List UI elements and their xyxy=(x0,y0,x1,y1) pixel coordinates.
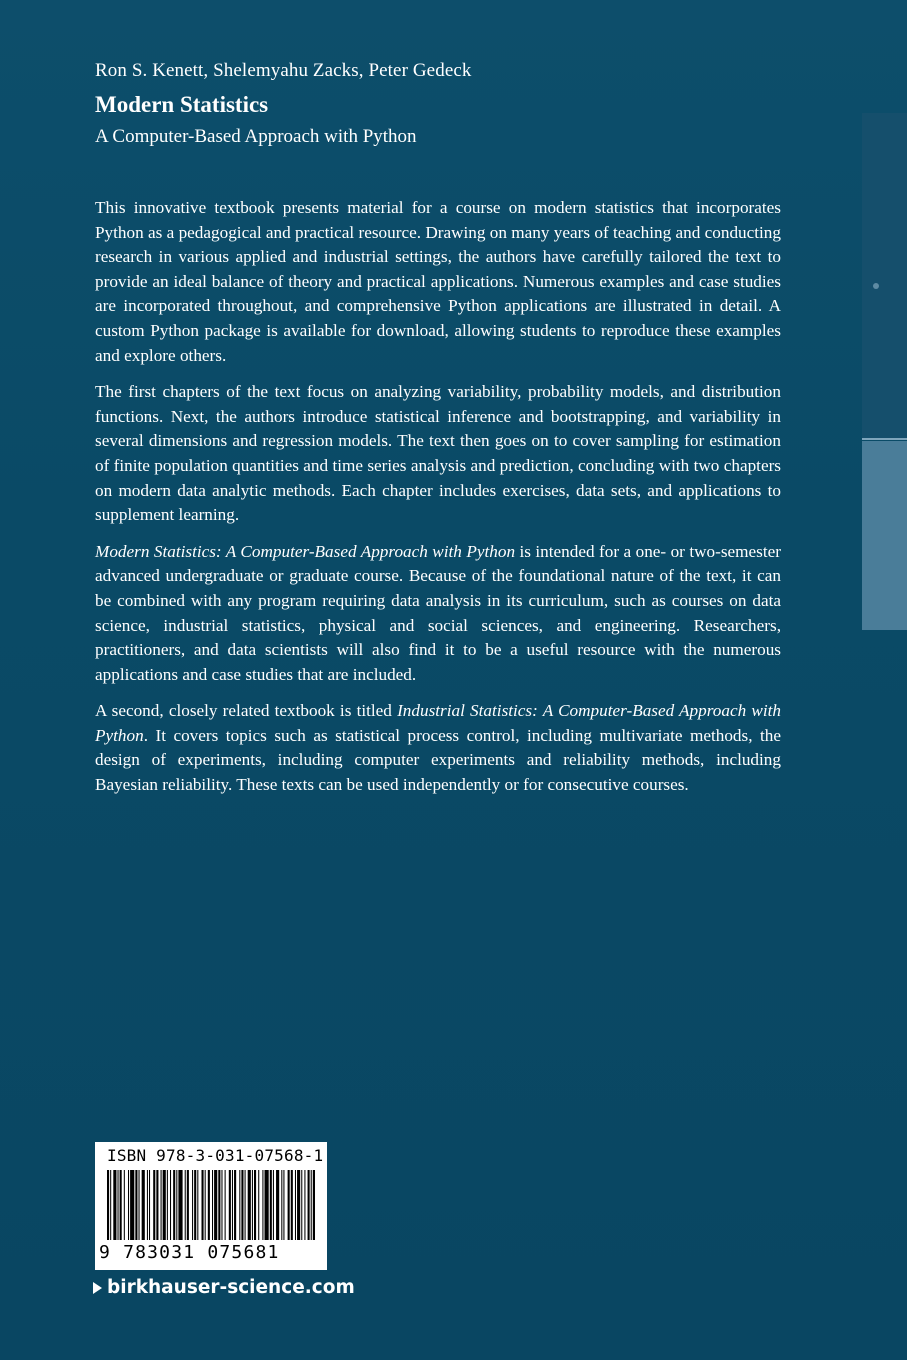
barcode-digits: 9 783031 075681 xyxy=(99,1242,280,1263)
barcode-bar xyxy=(254,1170,256,1240)
book-subtitle: A Computer-Based Approach with Python xyxy=(95,126,417,147)
barcode-bar xyxy=(281,1170,282,1240)
barcode-bar xyxy=(178,1170,182,1240)
barcode-bar xyxy=(192,1170,193,1240)
isbn-label: ISBN 978-3-031-07568-1 xyxy=(107,1146,324,1165)
barcode-bar xyxy=(153,1170,155,1240)
isbn-barcode xyxy=(95,1142,327,1270)
side-decoration-divider xyxy=(862,438,907,440)
barcode-bar xyxy=(234,1170,236,1240)
book-title: Modern Statistics xyxy=(95,92,269,117)
barcode-bar xyxy=(245,1170,246,1240)
barcode-bar xyxy=(176,1170,177,1240)
side-decoration-band-top xyxy=(862,113,907,439)
barcode-bar xyxy=(212,1170,213,1240)
barcode-bar xyxy=(252,1170,253,1240)
barcode-bar xyxy=(313,1170,315,1240)
blurb-paragraph-4-text: . It covers topics such as statistical process control, including multivariate methods, the design of experiments, including computer experiments and reliability methods, including Bayesian reliability. These texts can be used independently or for consecutive courses. xyxy=(95,725,781,795)
side-decoration-band-bottom xyxy=(862,441,907,630)
barcode-bar xyxy=(205,1170,206,1240)
side-decoration-dot xyxy=(873,283,879,289)
barcode-bar xyxy=(221,1170,222,1240)
barcode-bar xyxy=(214,1170,217,1240)
barcode-bar xyxy=(229,1170,231,1240)
website-text: birkhauser-science.com xyxy=(107,1277,355,1298)
barcode-bar xyxy=(202,1170,204,1240)
barcode-bar xyxy=(232,1170,233,1240)
barcode-bar xyxy=(135,1170,137,1240)
barcode-bar xyxy=(218,1170,220,1240)
blurb-paragraph-3-text: is intended for a one- or two-semester advanced undergraduate or graduate course. Because of the foundational nature of the text, it can be combined with any program requiring data analysis in its curriculum, such as courses on data science, industrial statistics, physical and social sciences, and engineering. Researchers, practitioners, and data scientists will also find it to be a useful resource with the numerous applications and case studies that are included. xyxy=(95,541,781,684)
barcode-bar xyxy=(295,1170,296,1240)
barcode-bar xyxy=(147,1170,148,1240)
barcode-bar xyxy=(130,1170,134,1240)
barcode-bar xyxy=(161,1170,162,1240)
barcode-bar xyxy=(110,1170,111,1240)
barcode-bar xyxy=(149,1170,150,1240)
blurb xyxy=(95,196,781,810)
barcode-bar xyxy=(167,1170,168,1240)
barcode-bar xyxy=(173,1170,175,1240)
barcode-bar xyxy=(304,1170,305,1240)
authors: Ron S. Kenett, Shelemyahu Zacks, Peter Gedeck xyxy=(95,60,472,81)
publisher-website[interactable] xyxy=(93,1277,355,1298)
barcode-bar xyxy=(118,1170,119,1240)
blurb-paragraph-4-start: A second, closely related textbook is titled xyxy=(95,701,398,721)
barcode-bar xyxy=(208,1170,210,1240)
barcode-bar xyxy=(113,1170,116,1240)
barcode-bar xyxy=(262,1170,263,1240)
barcode-bar xyxy=(265,1170,269,1240)
barcode-bar xyxy=(311,1170,312,1240)
barcode-bar xyxy=(273,1170,274,1240)
barcode-bar xyxy=(301,1170,302,1240)
barcode-bar xyxy=(142,1170,145,1240)
barcode-bar xyxy=(185,1170,186,1240)
barcode-bar xyxy=(241,1170,243,1240)
barcode-bar xyxy=(120,1170,122,1240)
barcode-bar xyxy=(288,1170,290,1240)
barcode-bar xyxy=(139,1170,140,1240)
barcode-bar xyxy=(170,1170,171,1240)
blurb-paragraph-2: The first chapters of the text focus on analyzing variability, probability models, and distribution functions. Next, the authors introduce statistical inference and bootstrapping, and variability in several dimensions and regression models. The text then goes on to cover sampling for estimation of finite population quantities and time series analysis and prediction, concluding with two chapters on modern data analytic methods. Each chapter includes exercises, data sets, and applications to supplement learning. xyxy=(95,382,781,525)
barcode-bar xyxy=(225,1170,226,1240)
barcode-bar xyxy=(239,1170,240,1240)
arrow-right-icon xyxy=(93,1282,102,1294)
blurb-paragraph-3 xyxy=(95,540,781,688)
barcode-bar xyxy=(308,1170,310,1240)
barcode-bar xyxy=(248,1170,251,1240)
barcode-bar xyxy=(187,1170,189,1240)
barcode-bar xyxy=(194,1170,196,1240)
blurb-paragraph-4 xyxy=(95,699,781,797)
barcode-bar xyxy=(276,1170,279,1240)
blurb-paragraph-1: This innovative textbook presents material for a course on modern statistics that incorporates Python as a pedagogical and practical resource. Drawing on many years of teaching and conducting research in various applied and industrial settings, the authors have carefully tailored the text to provide an ideal balance of theory and practical applications. Numerous examples and case studies are incorporated throughout, and comprehensive Python applications are illustrated in detail. A custom Python package is available for download, allowing students to reproduce these examples and explore others. xyxy=(95,198,781,365)
barcode-bar xyxy=(297,1170,300,1240)
book-title-italic: Modern Statistics: A Computer-Based Approach with Python xyxy=(95,541,516,561)
barcode-bar xyxy=(258,1170,259,1240)
barcode-bar xyxy=(124,1170,125,1240)
barcode-bar xyxy=(163,1170,166,1240)
barcode-bar xyxy=(283,1170,284,1240)
barcode-bar xyxy=(197,1170,198,1240)
barcode-bars xyxy=(107,1170,315,1240)
barcode-bar xyxy=(270,1170,272,1240)
related-book-title-italic: Industrial Statistics: A Computer-Based Approach with Python xyxy=(95,701,781,745)
barcode-bar xyxy=(156,1170,158,1240)
barcode-bar xyxy=(107,1170,109,1240)
barcode-bar xyxy=(291,1170,293,1240)
barcode-bar xyxy=(128,1170,129,1240)
